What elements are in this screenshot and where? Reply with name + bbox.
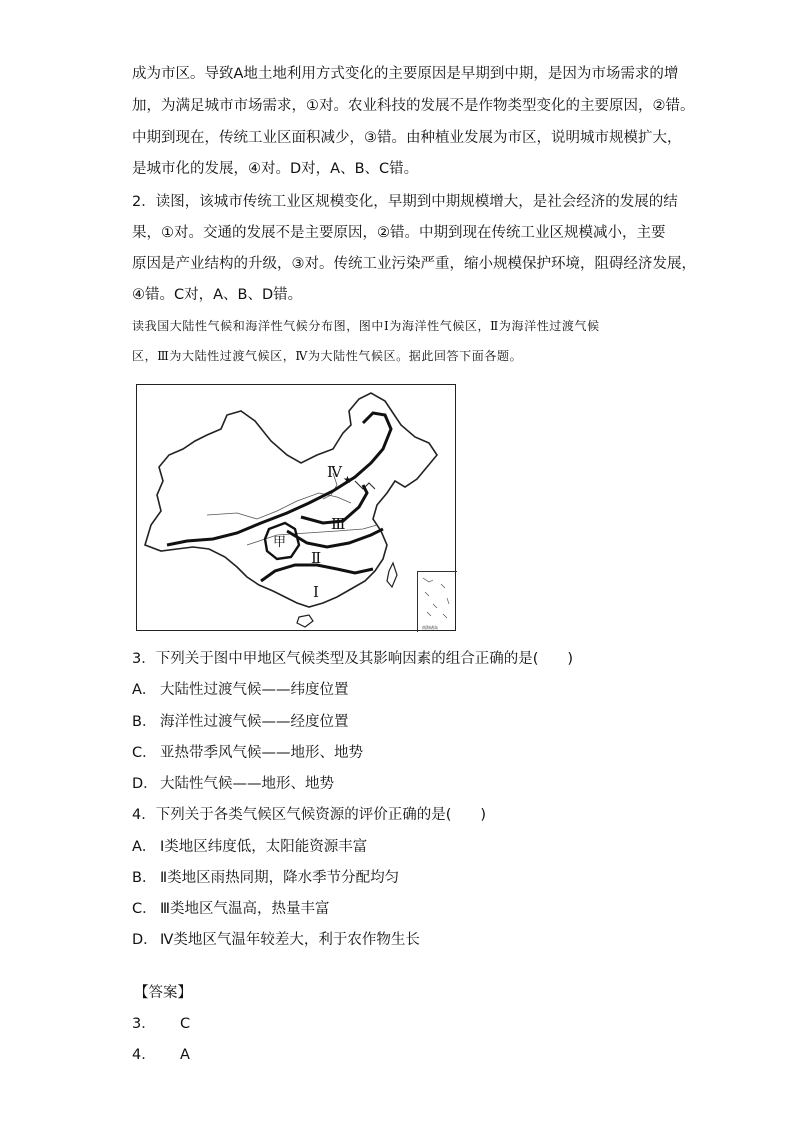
option-text: Ⅲ类地区气温高，热量丰富 xyxy=(160,901,330,917)
svg-text:★: ★ xyxy=(343,475,352,486)
answer-item xyxy=(132,1014,190,1034)
south-china-sea-islands xyxy=(419,574,457,622)
question-intro: 区，Ⅲ为大陆性过渡气候区，Ⅳ为大陆性气候区。据此回答下面各题。 xyxy=(132,349,523,363)
question-4-option-d[interactable] xyxy=(132,930,420,950)
question-4-option-b[interactable] xyxy=(132,868,399,888)
option-letter: A． xyxy=(132,839,157,855)
region-label-jia: 甲 xyxy=(273,535,287,550)
inset-caption: 南海诸岛 xyxy=(422,625,438,630)
option-text: Ⅱ类地区雨热同期，降水季节分配均匀 xyxy=(160,870,400,886)
option-letter: B． xyxy=(132,714,157,730)
question-4-stem: 4．下列关于各类气候区气候资源的评价正确的是( ) xyxy=(132,807,487,823)
china-outline-map xyxy=(137,385,457,632)
question-intro: 读我国大陆性气候和海洋性气候分布图，图中Ⅰ为海洋性气候区，Ⅱ为海洋性过渡气候 xyxy=(132,319,600,333)
answer-number: 3． xyxy=(132,1016,156,1032)
option-text: 大陆性气候——地形、地势 xyxy=(160,776,334,792)
option-letter: C． xyxy=(132,901,157,917)
explanation-line: 是城市化的发展，④对。D对，A、B、C错。 xyxy=(132,161,419,177)
explanation-line: 原因是产业结构的升级，③对。传统工业污染严重，缩小规模保护环境，阻碍经济发展， xyxy=(132,256,696,272)
answer-item xyxy=(132,1045,190,1065)
explanation-line: 2．读图，该城市传统工业区规模变化，早期到中期规模增大，是社会经济的发展的结 xyxy=(132,194,678,210)
explanation-line: 加，为满足城市市场需求，①对。农业科技的发展不是作物类型变化的主要原因，②错。 xyxy=(132,98,695,114)
explanation-line: 成为市区。导致A地土地利用方式变化的主要原因是早期到中期，是因为市场需求的增 xyxy=(132,66,679,82)
option-letter: A． xyxy=(132,682,157,698)
explanation-line: 中期到现在，传统工业区面积减少，③错。由种植业发展为市区，说明城市规模扩大， xyxy=(132,130,682,146)
region-label-iii: Ⅲ xyxy=(331,515,346,533)
option-text: 海洋性过渡气候——经度位置 xyxy=(160,714,349,730)
region-label-ii: Ⅱ xyxy=(311,549,322,567)
answer-number: 4． xyxy=(132,1047,156,1063)
question-4-option-a[interactable] xyxy=(132,837,367,857)
option-text: Ⅰ类地区纬度低，太阳能资源丰富 xyxy=(160,839,368,855)
region-label-i: Ⅰ xyxy=(313,583,319,601)
option-letter: C． xyxy=(132,745,157,761)
question-3-option-b[interactable] xyxy=(132,712,349,732)
explanation-line: 果，①对。交通的发展不是主要原因，②错。中期到现在传统工业区规模减小，主要 xyxy=(132,225,666,241)
south-china-sea-inset xyxy=(417,571,457,632)
question-4-option-c[interactable] xyxy=(132,899,330,919)
question-3-stem: 3．下列关于图中甲地区气候类型及其影响因素的组合正确的是( ) xyxy=(132,651,574,667)
option-letter: D． xyxy=(132,776,158,792)
option-text: 大陆性过渡气候——纬度位置 xyxy=(160,682,349,698)
option-text: 亚热带季风气候——地形、地势 xyxy=(160,745,363,761)
option-letter: D． xyxy=(132,932,158,948)
explanation-line: ④错。C对，A、B、D错。 xyxy=(132,287,303,303)
answer-value: A xyxy=(180,1047,190,1063)
question-3-option-d[interactable] xyxy=(132,774,334,794)
answer-heading: 【答案】 xyxy=(134,985,192,1001)
question-3-option-c[interactable] xyxy=(132,743,363,763)
option-text: Ⅳ类地区气温年较差大，利于农作物生长 xyxy=(160,932,420,948)
option-letter: B． xyxy=(132,870,157,886)
question-3-option-a[interactable] xyxy=(132,680,349,700)
climate-map xyxy=(136,384,456,631)
region-label-iv: Ⅳ xyxy=(327,463,342,481)
answer-value: C xyxy=(180,1016,191,1032)
